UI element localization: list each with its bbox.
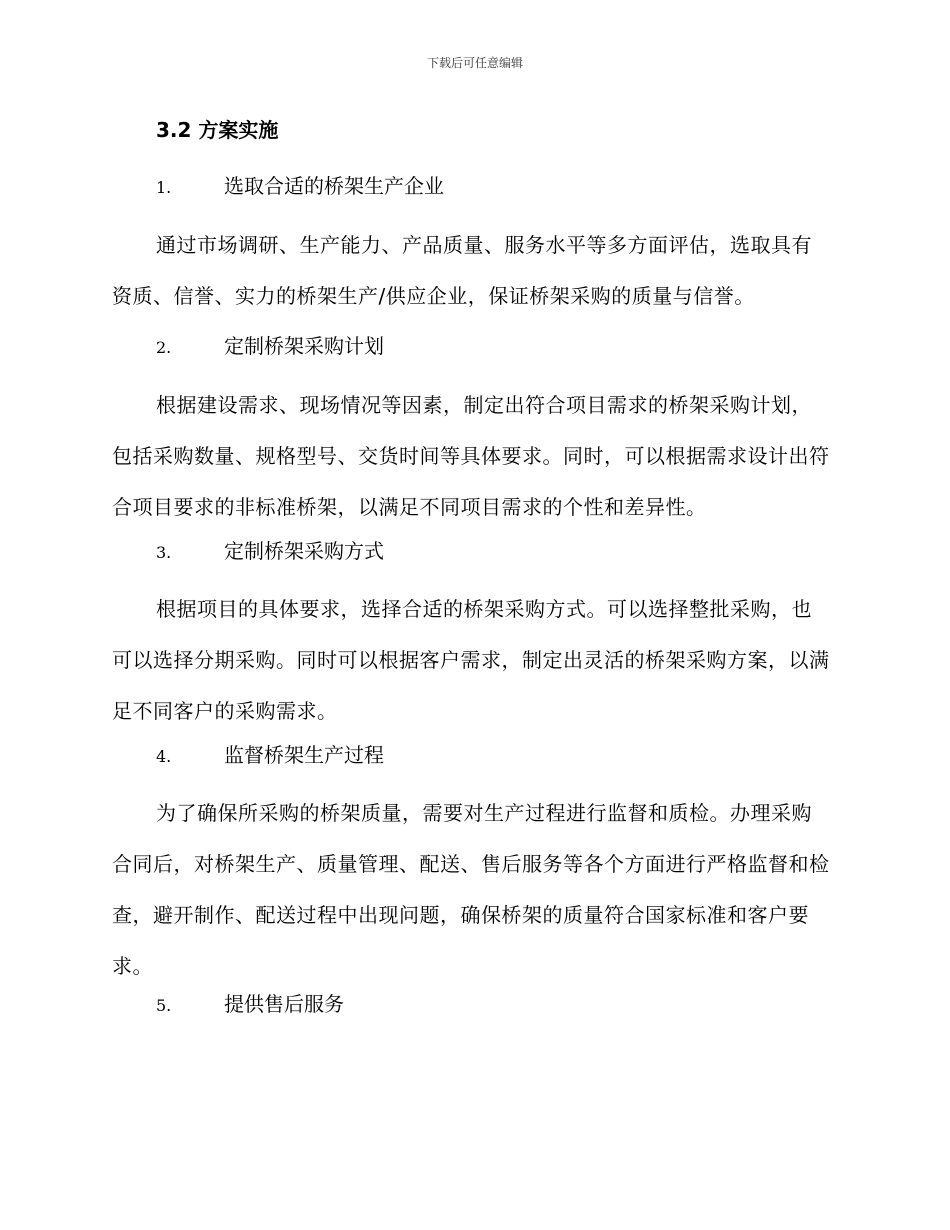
item-heading-2 — [156, 332, 384, 362]
item-number: 1. — [156, 178, 172, 197]
item-body-4: 为了确保所采购的桥架质量，需要对生产过程进行监督和质检。办理采购合同后，对桥架生产、质量管理、配送、售后服务等各个方面进行严格监督和检查，避开制作、配送过程中出现问题，确保桥架的质量符合国家标准和客户要求。 — [112, 801, 830, 978]
item-heading-1 — [156, 172, 444, 202]
item-title: 选取合适的桥架生产企业 — [224, 174, 444, 198]
item-number: 4. — [156, 747, 172, 766]
item-title: 定制桥架采购方式 — [224, 539, 384, 563]
item-number: 2. — [156, 338, 172, 357]
item-body-2: 根据建设需求、现场情况等因素，制定出符合项目需求的桥架采购计划，包括采购数量、规格型号、交货时间等具体要求。同时，可以根据需求设计出符合项目要求的非标准桥架，以满足不同项目需求的个性和差异性。 — [112, 393, 830, 519]
item-title: 监督桥架生产过程 — [224, 743, 384, 767]
item-number: 3. — [156, 543, 172, 562]
item-title: 提供售后服务 — [224, 992, 344, 1016]
item-heading-5 — [156, 990, 344, 1020]
item-title: 定制桥架采购计划 — [224, 334, 384, 358]
item-body-3: 根据项目的具体要求，选择合适的桥架采购方式。可以选择整批采购，也可以选择分期采购。同时可以根据客户需求，制定出灵活的桥架采购方案，以满足不同客户的采购需求。 — [112, 597, 830, 723]
item-body-1: 通过市场调研、生产能力、产品质量、服务水平等多方面评估，选取具有资质、信誉、实力的桥架生产/供应企业，保证桥架采购的质量与信誉。 — [112, 233, 812, 308]
item-heading-3 — [156, 537, 384, 567]
page-header-note: 下载后可任意编辑 — [426, 56, 523, 70]
item-number: 5. — [156, 996, 172, 1015]
item-heading-4 — [156, 741, 384, 771]
section-title: 3.2 方案实施 — [156, 118, 279, 142]
